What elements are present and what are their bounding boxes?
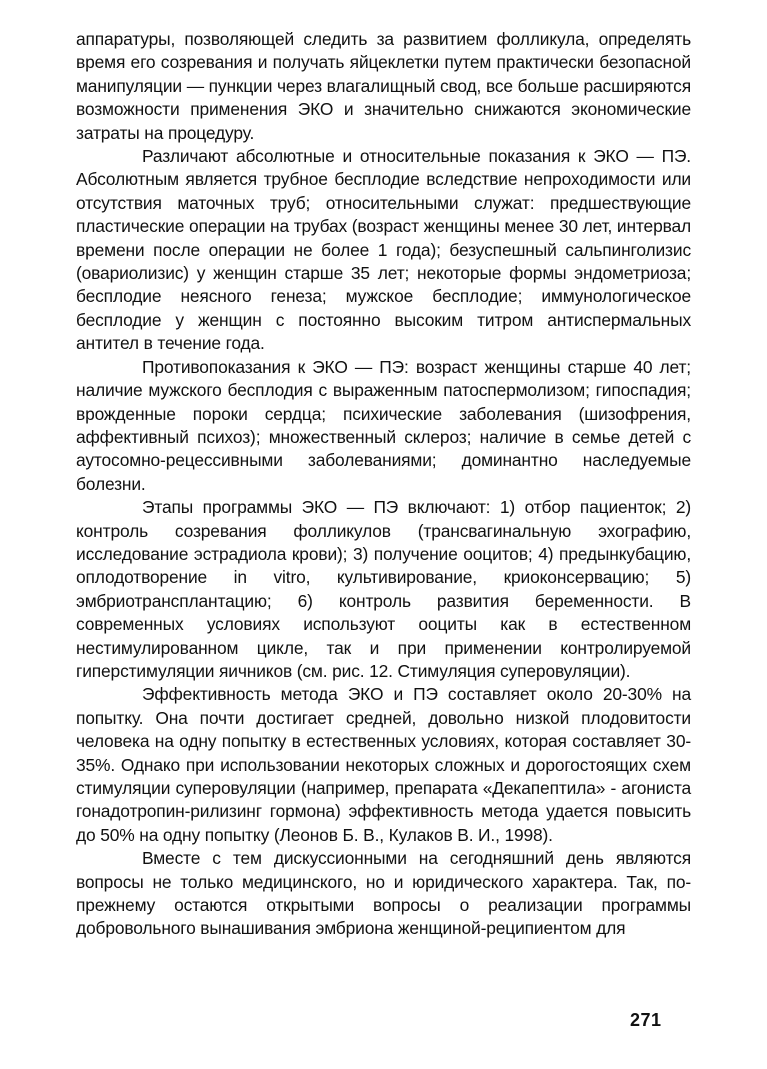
paragraph-discussion: Вместе с тем дискуссионными на сегодняшний день являются вопросы не только медицинского, но и юридического характера. Так, по-прежнему остаются открытыми вопросы о реализации программы добровольного вынашивания эмбриона женщиной-реципиентом для	[76, 848, 691, 939]
paragraph-program-stages: Этапы программы ЭКО — ПЭ включают: 1) отбор пациенток; 2) контроль созревания фолликулов (трансвагинальную эхографию, исследование эстрадиола крови); 3) получение ооцитов; 4) предынкубацию, оплодотворение in vitro, культивирование, криоконсервацию; 5) эмбриотрансплантацию; 6) контроль развития беременности. В современных условиях используют ооциты как в естественном нестимулированном цикле, так и при применении контролируемой гиперстимуляции яичников (см. рис. 12. Стимуляция суперовуляции).	[76, 497, 691, 681]
paragraph-continuation: аппаратуры, позволяющей следить за развитием фолликула, определять время его созревания и получать яйцеклетки путем практически безопасной манипуляции — пункции через влагалищный свод, все больше расширяются возможности применения ЭКО и значительно снижаются экономические затраты на процедуру.	[76, 29, 691, 143]
paragraph-contraindications: Противопоказания к ЭКО — ПЭ: возраст женщины старше 40 лет; наличие мужского бесплодия с выраженным патоспермолизом; гипоспадия; врожденные пороки сердца; психические заболевания (шизофрения, аффективный психоз); множественный склероз; наличие в семье детей с аутосомно-рецессивными заболеваниями; доминантно наследуемые болезни.	[76, 356, 691, 494]
page-number: 271	[630, 1010, 662, 1030]
paragraph-indications: Различают абсолютные и относительные показания к ЭКО — ПЭ. Абсолютным является трубное бесплодие вследствие непроходимости или отсутствия маточных труб; относительными служат: предшествующие пластические операции на трубах (возраст женщины менее 30 лет, интервал времени после операции не более 1 года); безуспешный сальпинголизис (овариолизис) у женщин старше 35 лет; некоторые формы эндометриоза; бесплодие неясного генеза; мужское бесплодие; иммунологическое бесплодие у женщин с постоянно высоким титром антиспермальных антител в течение года.	[76, 146, 691, 354]
paragraph-effectiveness: Эффективность метода ЭКО и ПЭ составляет около 20-30% на попытку. Она почти достигает средней, довольно низкой плодовитости человека на одну попытку в естественных условиях, которая составляет 30-35%. Однако при использовании некоторых сложных и дорогостоящих схем стимуляции суперовуляции (например, препарата «Декапептила» - агониста гонадотропин-рилизинг гормона) эффективность метода удается повысить до 50% на одну попытку (Леонов Б. В., Кулаков В. И., 1998).	[76, 684, 691, 845]
book-page	[76, 28, 691, 941]
